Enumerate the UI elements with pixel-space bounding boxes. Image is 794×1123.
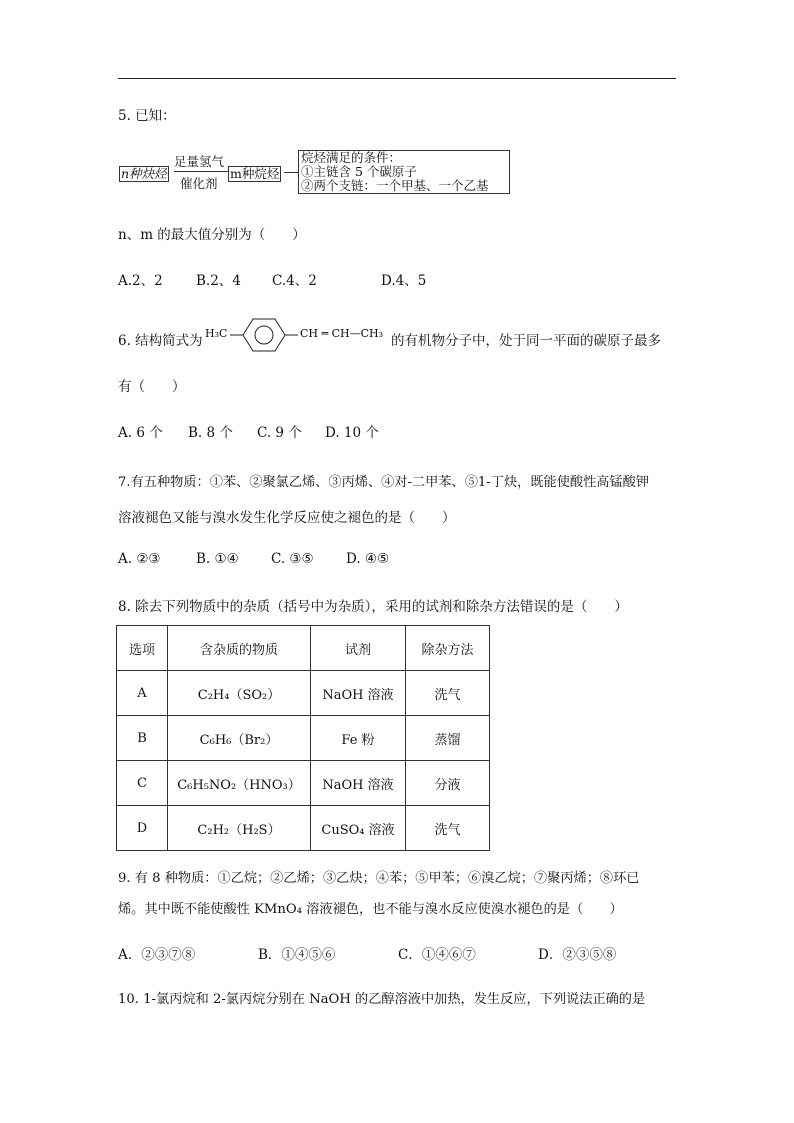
table-cell: Fe 粉 <box>311 716 406 761</box>
q5-option-a: A.2、2 <box>118 273 163 289</box>
table-cell: 蒸馏 <box>406 716 490 761</box>
q6-prefix: 6. 结构简式为 <box>118 333 203 349</box>
table-cell: C₆H₆（Br₂） <box>168 716 311 761</box>
table-cell: 洗气 <box>406 671 490 716</box>
q5-question: n、m 的最大值分别为（ ） <box>118 227 306 243</box>
q5-option-d: D.4、5 <box>381 273 427 289</box>
q5-left-box: n种炔烃 <box>121 166 167 181</box>
table-cell: NaOH 溶液 <box>311 761 406 806</box>
table-cell: CuSO₄ 溶液 <box>311 806 406 851</box>
q6-option-d: D. 10 个 <box>325 425 379 441</box>
q8-table <box>116 625 490 851</box>
table-cell: 洗气 <box>406 806 490 851</box>
q5-right-box: m种烷烃 <box>230 166 280 181</box>
q7-option-d: D. ④⑤ <box>346 551 390 567</box>
q7-option-b: B. ①④ <box>196 551 239 567</box>
q5-cond-1: ①主链含 5 个碳原子 <box>301 164 417 179</box>
q5-option-b: B.2、4 <box>196 273 241 289</box>
table-cell: NaOH 溶液 <box>311 671 406 716</box>
table-cell: C₂H₂（H₂S） <box>168 806 311 851</box>
table-cell: 分液 <box>406 761 490 806</box>
q6-struct-left: H₃C <box>205 327 228 340</box>
table-cell: A <box>117 671 168 716</box>
q8-line1: 8. 除去下列物质中的杂质（括号中为杂质），采用的试剂和除杂方法错误的是（ ） <box>118 599 628 615</box>
table-row <box>117 761 490 806</box>
table-row <box>117 806 490 851</box>
q10-line1: 10. 1-氯丙烷和 2-氯丙烷分别在 NaOH 的乙醇溶液中加热，发生反应，下列说法正确的是 <box>118 992 646 1007</box>
q5-arrow <box>174 171 228 172</box>
table-header-cell: 试剂 <box>311 626 406 671</box>
q9-option-d: D．②③⑤⑧ <box>538 947 617 963</box>
q7-option-a: A. ②③ <box>118 551 161 567</box>
header-rule <box>118 78 676 79</box>
q6-struct-right: CH ═ CH—CH₃ <box>300 327 384 340</box>
q9-option-b: B．①④⑤⑥ <box>258 947 336 963</box>
q5-cond-2: ②两个支链：一个甲基、一个乙基 <box>301 178 489 193</box>
table-cell: D <box>117 806 168 851</box>
q7-option-c: C. ③⑤ <box>271 551 314 567</box>
q7-line1: 7.有五种物质：①苯、②聚氯乙烯、③丙烯、④对-二甲苯、⑤1-丁炔，既能使酸性高锰酸钾 <box>118 475 650 490</box>
q6-option-b: B. 8 个 <box>188 425 233 441</box>
table-cell: C₂H₄（SO₂） <box>168 671 311 716</box>
q5-title: 5. 已知： <box>118 108 176 124</box>
table-row <box>117 716 490 761</box>
q6-line2: 有（ ） <box>118 379 186 395</box>
q5-above-arrow: 足量氢气 <box>174 154 225 169</box>
table-header-cell: 除杂方法 <box>406 626 490 671</box>
table-header-cell: 选项 <box>117 626 168 671</box>
table-header-cell: 含杂质的物质 <box>168 626 311 671</box>
q5-option-c: C.4、2 <box>272 273 317 289</box>
table-row <box>117 671 490 716</box>
benzene-ring-structure <box>230 316 298 354</box>
q5-condition-box <box>298 150 510 194</box>
q5-cond-title: 烷烃满足的条件： <box>301 150 402 165</box>
q5-connector <box>284 172 298 173</box>
q9-option-c: C．①④⑥⑦ <box>398 947 476 963</box>
q6-option-a: A. 6 个 <box>118 425 163 441</box>
table-cell: C <box>117 761 168 806</box>
table-cell: C₆H₅NO₂（HNO₃） <box>168 761 311 806</box>
q9-line1: 9. 有 8 种物质：①乙烷；②乙烯；③乙炔；④苯；⑤甲苯；⑥溴乙烷；⑦聚丙烯；⑧环已 <box>118 871 640 886</box>
q5-below-arrow: 催化剂 <box>180 176 218 191</box>
q9-line2: 烯。其中既不能使酸性 KMnO₄ 溶液褪色，也不能与溴水反应使溴水褪色的是（ ） <box>118 902 623 917</box>
q6-option-c: C. 9 个 <box>257 425 302 441</box>
q6-suffix: 的有机物分子中，处于同一平面的碳原子最多 <box>391 333 661 349</box>
table-header-row <box>117 626 490 671</box>
table-cell: B <box>117 716 168 761</box>
q7-line2: 溶液褪色又能与溴水发生化学反应使之褪色的是（ ） <box>118 510 456 526</box>
q9-option-a: A．②③⑦⑧ <box>118 947 196 963</box>
